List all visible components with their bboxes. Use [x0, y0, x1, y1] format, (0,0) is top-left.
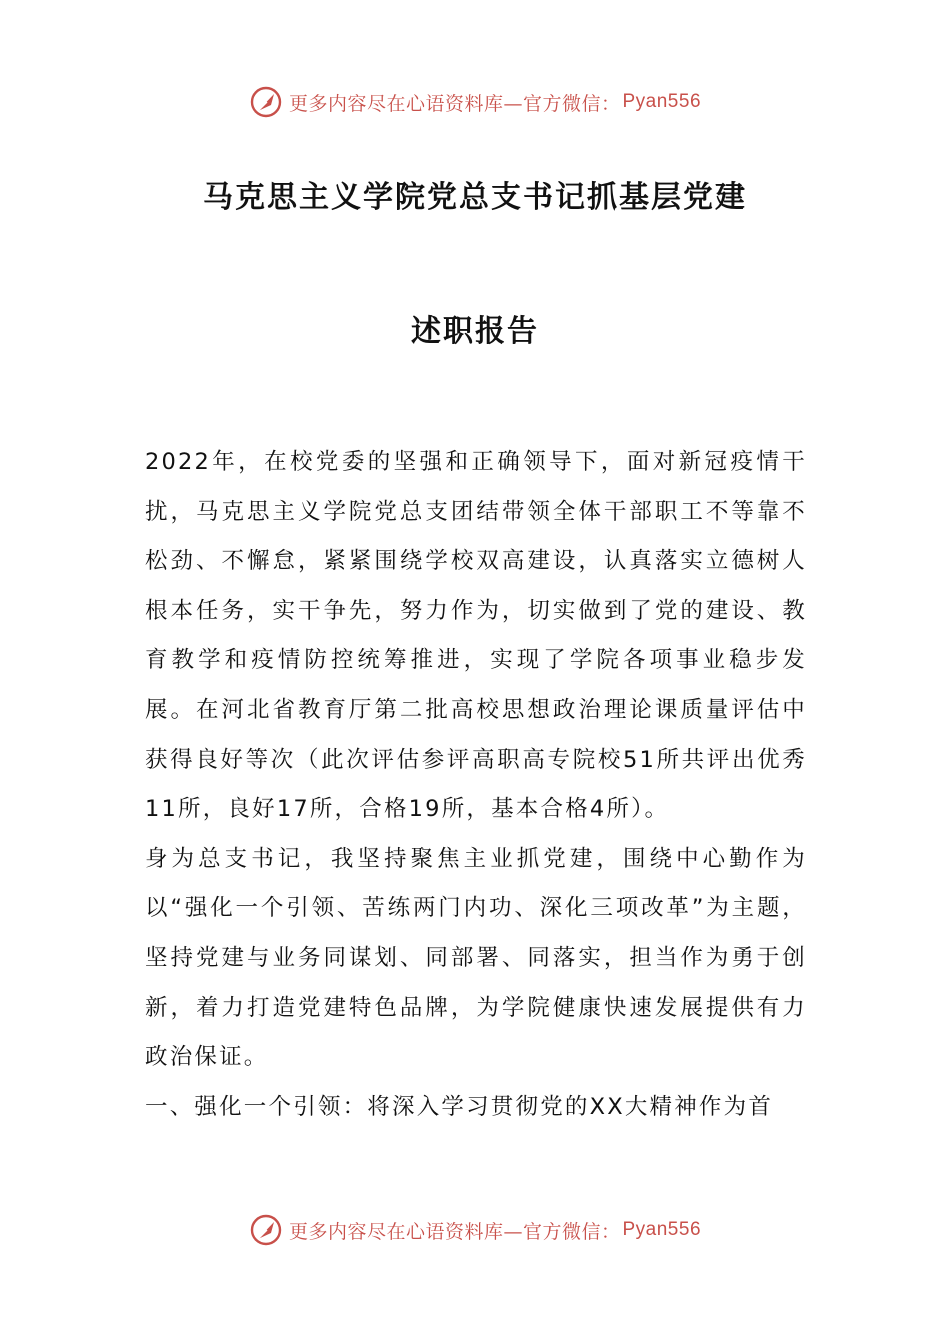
watermark-wechat-id: Pyan556 [622, 91, 702, 112]
watermark-header [0, 82, 950, 122]
quill-logo-icon [249, 85, 283, 119]
document-title-line1: 马克思主义学院党总支书记抓基层党建 [203, 180, 747, 215]
document-title-line2: 述职报告 [411, 314, 539, 349]
watermark-wechat-id: Pyan556 [622, 1219, 702, 1240]
paragraph: 2022年，在校党委的坚强和正确领导下，面对新冠疫情干扰，马克思主义学院党总支团结带领全体干部职工不等靠不松劲、不懈怠，紧紧围绕学校双高建设，认真落实立德树人根本任务，实干争先，努力作为，切实做到了党的建设、教育教学和疫情防控统筹推进，实现了学院各项事业稳步发展。在河北省教育厅第二批高校思想政治理论课质量评估中获得良好等次（此次评估参评高职高专院校51所共评出优秀11所，良好17所，合格19所，基本合格4所）。 [145, 449, 807, 823]
watermark-text: 更多内容尽在心语资料库—官方微信： [288, 92, 621, 115]
quill-logo-icon [249, 1213, 283, 1247]
paragraph: 一、强化一个引领：将深入学习贯彻党的XX大精神作为首 [145, 1093, 774, 1120]
paragraph: 身为总支书记，我坚持聚焦主业抓党建，围绕中心勤作为以“强化一个引领、苦练两门内功、深化三项改革”为主题，坚持党建与业务同谋划、同部署、同落实，担当作为勇于创新，着力打造党建特色品牌，为学院健康快速发展提供有力政治保证。 [145, 845, 807, 1071]
watermark-text: 更多内容尽在心语资料库—官方微信： [288, 1220, 621, 1243]
document-body [145, 438, 807, 1132]
watermark-footer [0, 1210, 950, 1250]
